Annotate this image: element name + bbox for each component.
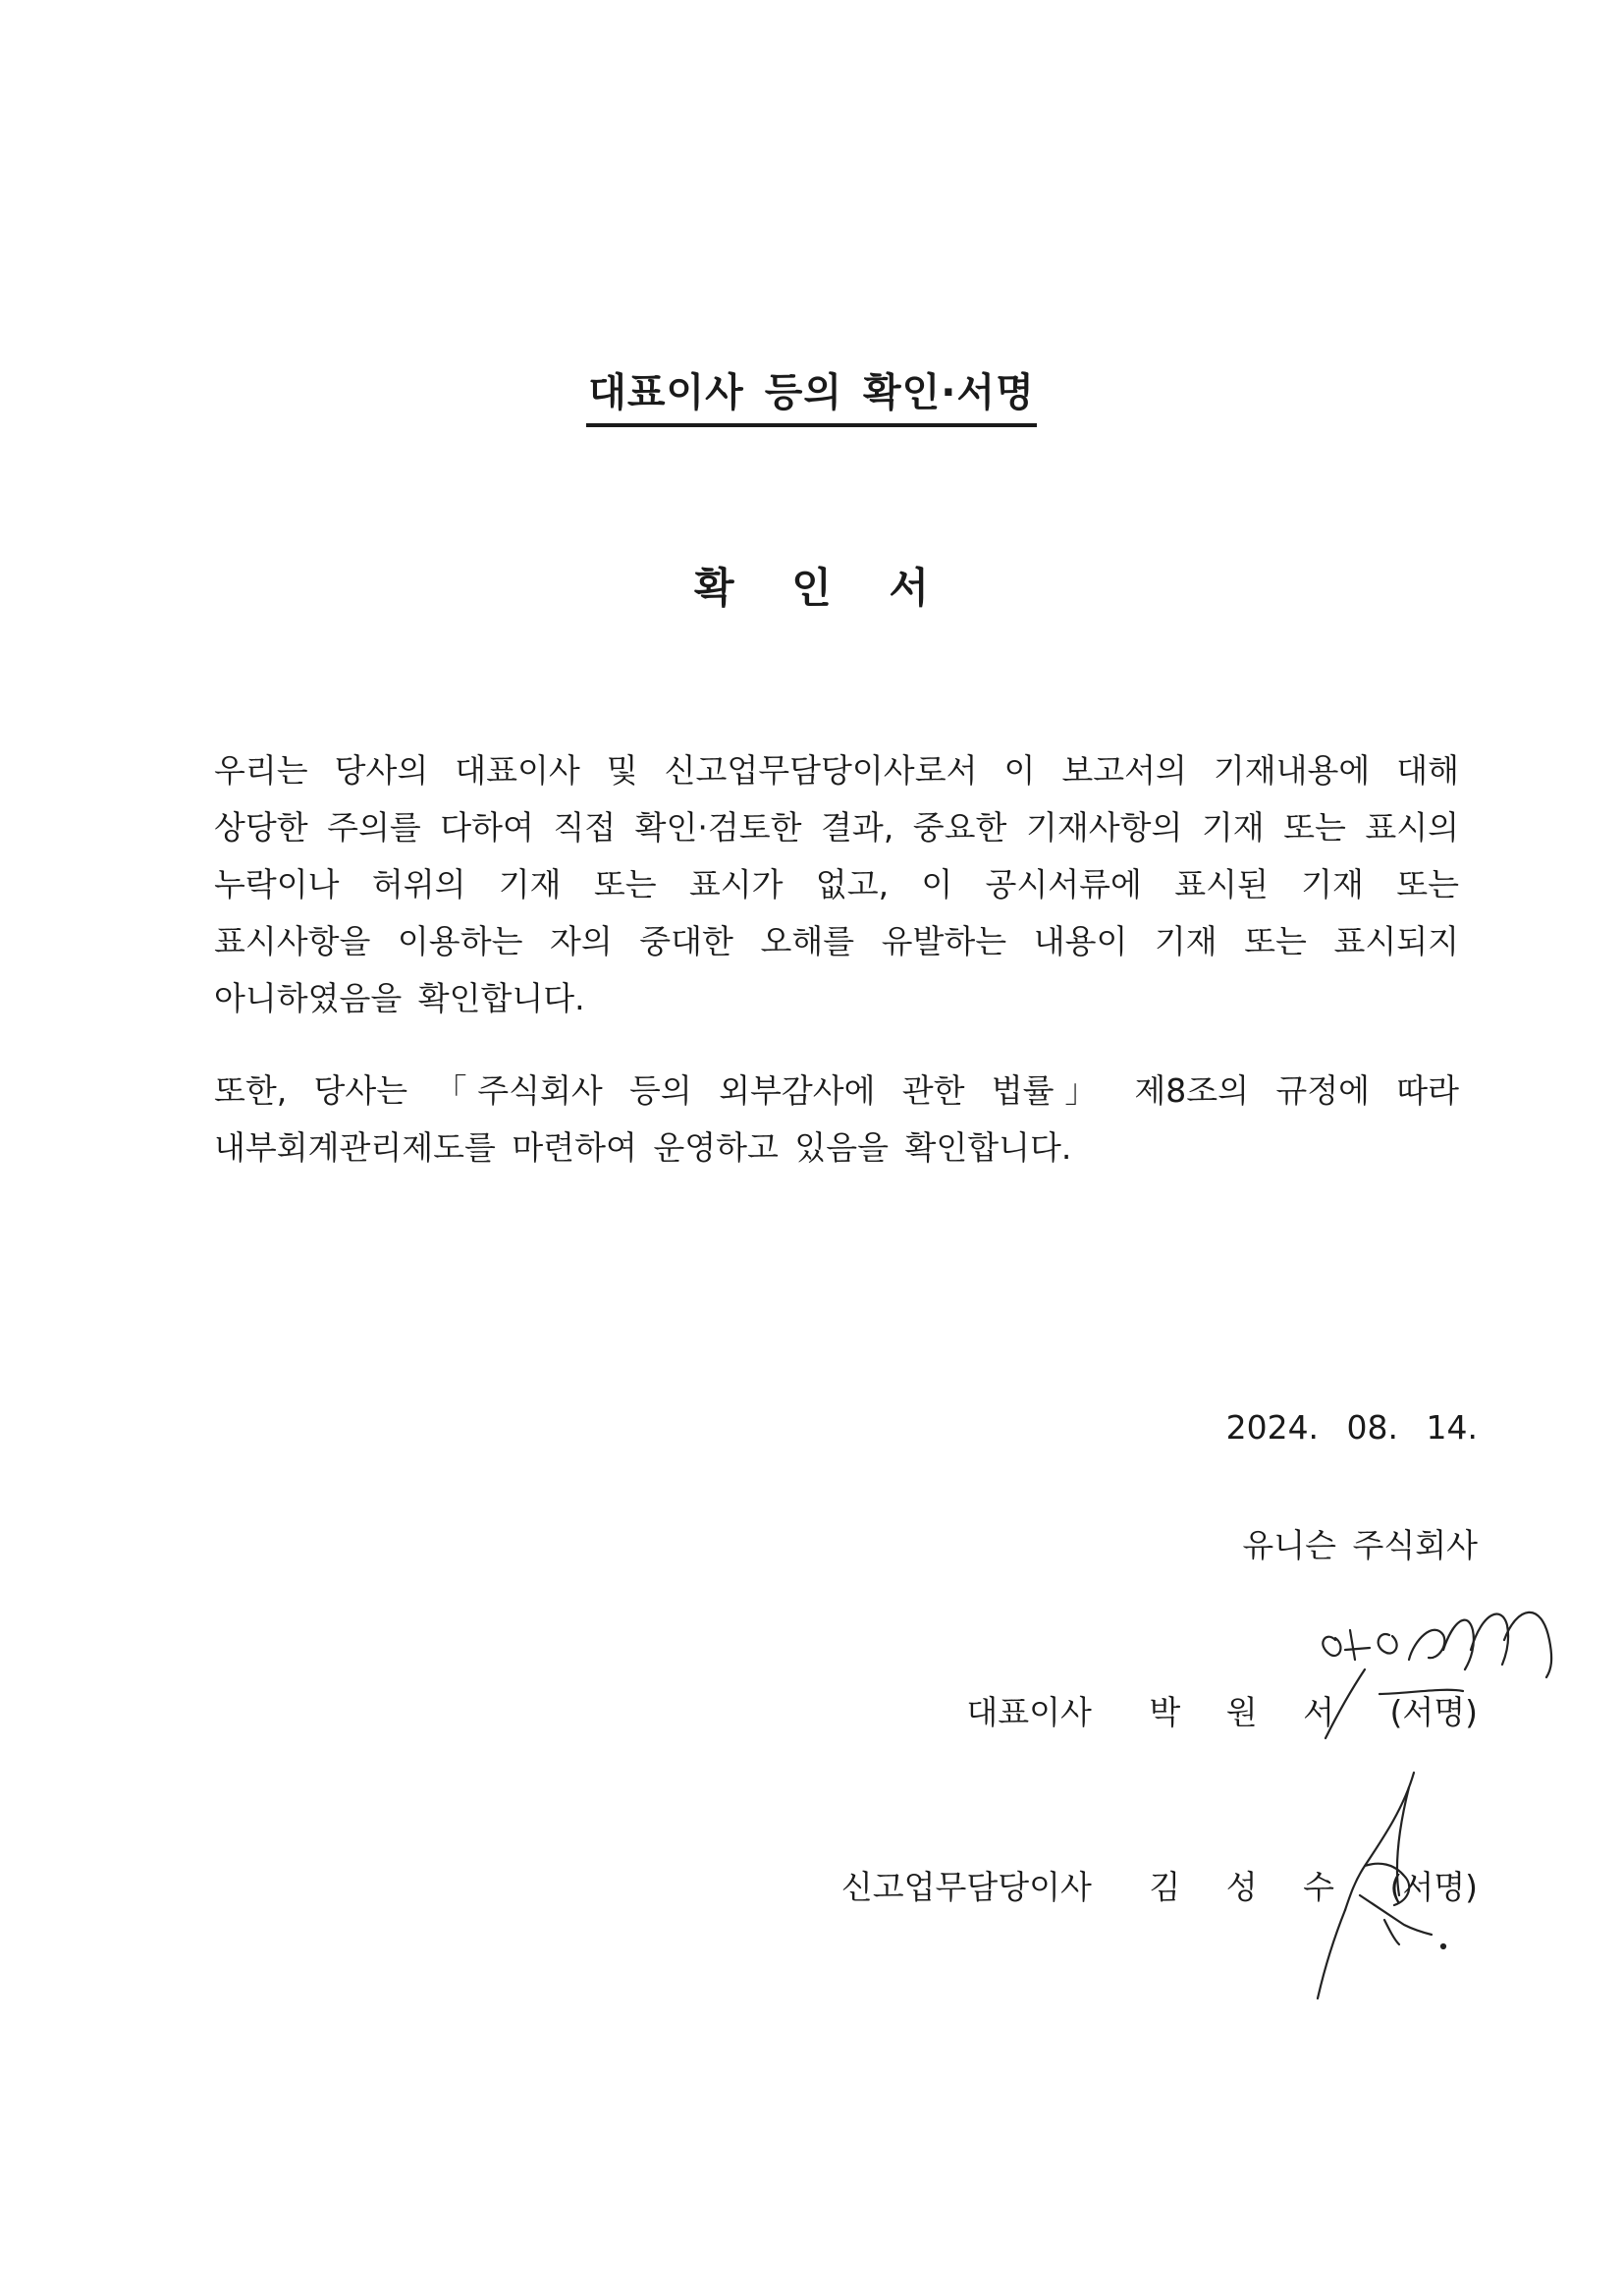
signature-mark-label: (서명): [1389, 1693, 1478, 1731]
heading-text: 대표이사 등의 확인·서명: [586, 361, 1036, 427]
signature-row-disclosure-officer: [841, 1862, 1478, 1908]
internal-control-paragraph: 또한, 당사는 「주식회사 등의 외부감사에 관한 법률」 제8조의 규정에 따라 내부회계관리제도를 마련하여 운영하고 있음을 확인합니다.: [214, 1071, 1459, 1167]
signatory-name: 김 성 수: [1149, 1868, 1352, 1906]
signature-mark-label: (서명): [1389, 1868, 1478, 1906]
signature-row-ceo: [966, 1687, 1478, 1733]
confirmation-paragraph: 우리는 당사의 대표이사 및 신고업무담당이사로서 이 보고서의 기재내용에 대해 상당한 주의를 다하여 직접 확인·검토한 결과, 중요한 기재사항의 기재 또는 표시의 누락이나 허위의 기재 또는 표시가 없고, 이 공시서류에 표시된 기재 또는 표시사항을 이용하는 자의 중대한 오해를 유발하는 내용이 기재 또는 표시되지 아니하였음을 확인합니다.: [214, 751, 1459, 1017]
handwritten-signature-ceo: [1296, 1601, 1561, 1758]
page-heading: [0, 361, 1623, 427]
signatory-name: 박 원 서: [1149, 1693, 1352, 1731]
document-date: 2024. 08. 14.: [1225, 1408, 1478, 1447]
signatory-role: 대표이사: [966, 1693, 1092, 1731]
company-name: 유니슨 주식회사: [1242, 1526, 1478, 1564]
signatory-role: 신고업무담당이사: [840, 1868, 1092, 1906]
document-title: 확 인 서: [694, 564, 950, 612]
